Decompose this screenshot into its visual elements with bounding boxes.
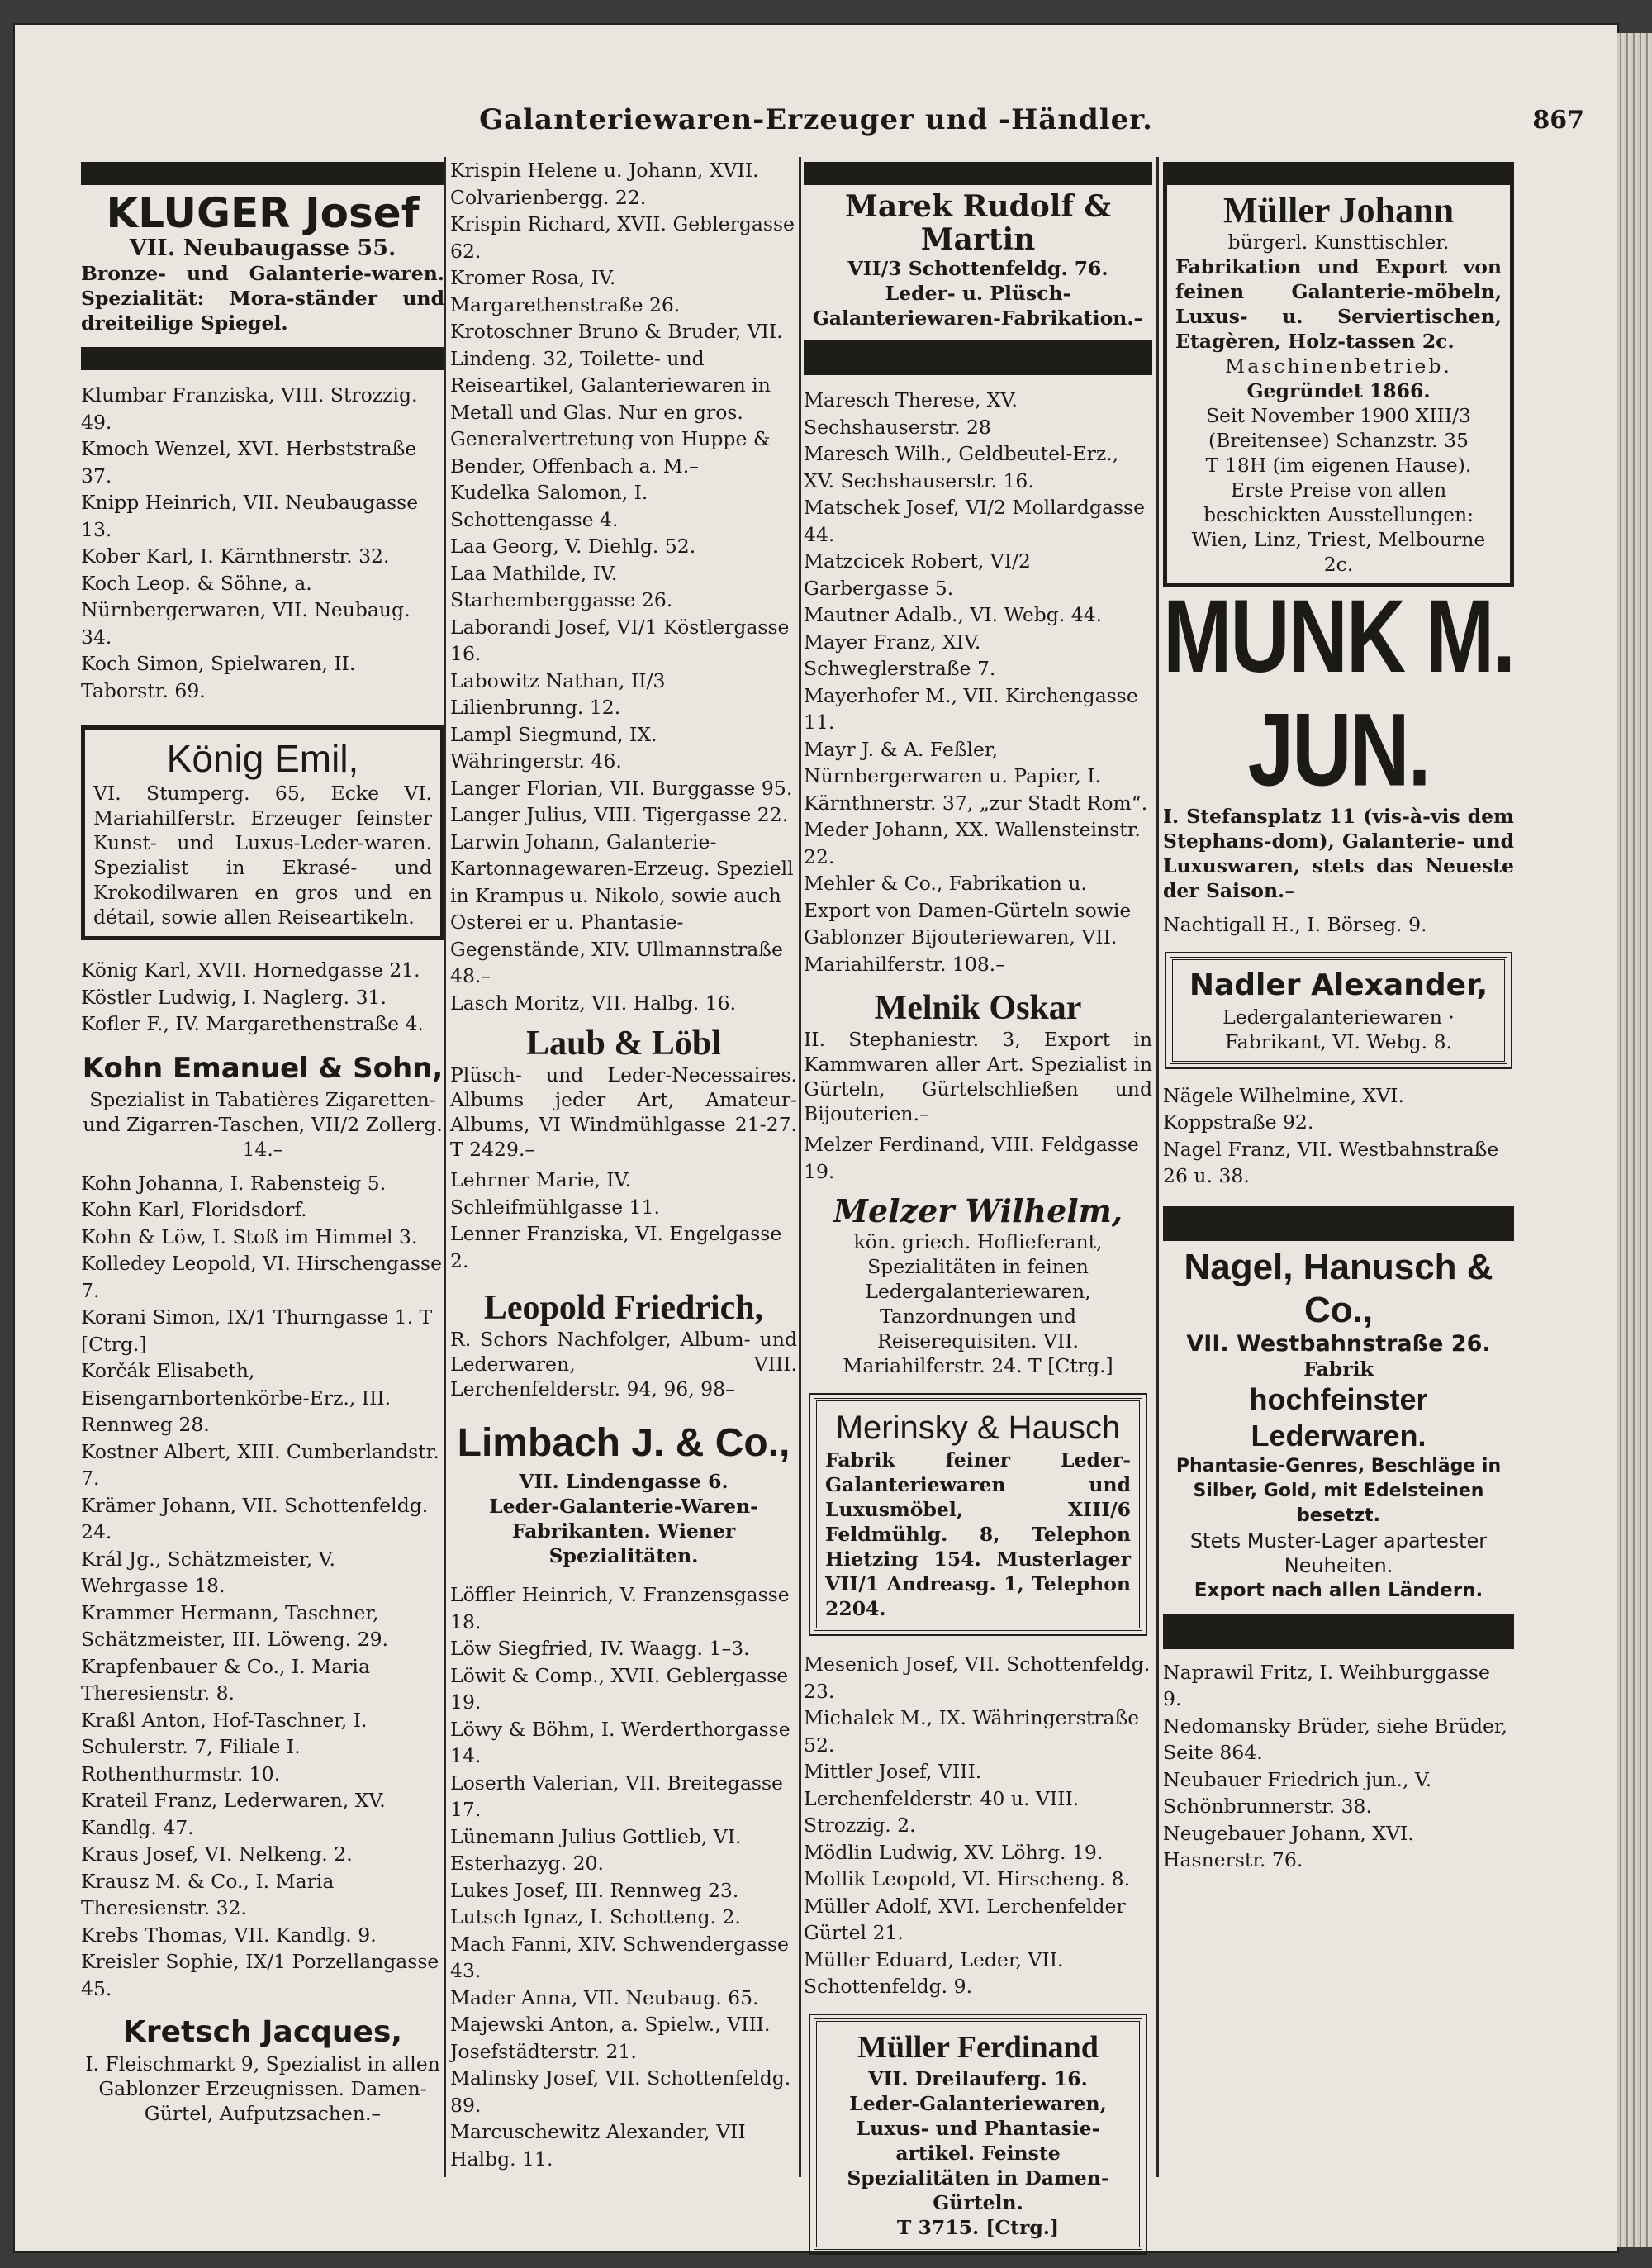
ad-name: Müller Johann	[1222, 190, 1455, 231]
list-item: König Karl, XVII. Hornedgasse 21.	[81, 958, 420, 982]
list-item: Löw Siegfried, IV. Waagg. 1–3.	[450, 1637, 750, 1660]
list-item: Krausz M. & Co., I. Maria Theresienstr. 32.	[81, 1869, 335, 1919]
ad-name: Nadler Alexander,	[1189, 968, 1488, 1002]
list-item: Nachtigall H., I. Börseg. 9.	[1163, 913, 1427, 936]
ad-since: Seit November 1900 XIII/3 (Breitensee) Schanzstr. 35	[1206, 404, 1471, 452]
list-item: Nagel Franz, VII. Westbahnstraße 26 u. 38.	[1163, 1137, 1499, 1187]
entry-list	[1163, 911, 1514, 939]
ad-name: Limbach J. & Co.,	[457, 1421, 790, 1465]
list-item: Lutsch Ignaz, I. Schotteng. 2.	[450, 1905, 741, 1928]
ad-text: II. Stephaniestr. 3, Export in Kammwaren aller Art. Spezialist in Gürteln, Gürtelschließen und Bijouterien.–	[804, 1028, 1152, 1125]
list-item: Löffler Heinrich, V. Franzensgasse 18.	[450, 1583, 790, 1633]
list-item: Löwit & Comp., XVII. Geblergasse 19.	[450, 1663, 789, 1714]
list-item: Kraus Josef, VI. Nelkeng. 2.	[81, 1842, 353, 1866]
rule-bar	[804, 162, 1152, 185]
list-item: Kohn Johanna, I. Rabensteig 5.	[81, 1171, 387, 1195]
ad-text: I. Fleischmarkt 9, Spezialist in allen Gablonzer Erzeugnissen. Damen-Gürtel, Aufputzsachen.–	[85, 2052, 440, 2125]
list-item: Mader Anna, VII. Neubaug. 65.	[450, 1985, 759, 2009]
list-item: Meder Johann, XX. Wallensteinstr. 22.	[804, 818, 1141, 868]
list-item: Matschek Josef, VI/2 Mollardgasse 44.	[804, 496, 1146, 546]
list-item: Koch Simon, Spielwaren, II. Taborstr. 69.	[81, 652, 356, 702]
ad-text: VI. Stumperg. 65, Ecke VI. Mariahilferstr. Erzeuger feinster Kunst- und Luxus-Leder-waren. Spezialist in Ekrasé- und Krokodilwaren en gros und en détail, sowie allen Reiseartikeln.	[93, 782, 432, 929]
list-item: Krotoschner Bruno & Bruder, VII. Lindeng. 32, Toilette- und Reiseartikel, Galanteriewaren in Metall und Glas. Nur en gros. Generalvertretung von Huppe & Bender, Offenbach a. M.–	[450, 320, 783, 478]
ad-melnik	[804, 989, 1152, 1126]
ad-address: VII. Lindengasse 6.	[519, 1470, 729, 1493]
list-item: Marcuschewitz Alexander, VII Halbg. 11.	[450, 2120, 746, 2171]
ad-text: Bronze- und Galanterie-waren. Spezialität: Mora-ständer und dreiteilige Spiegel.	[81, 262, 444, 335]
ad-nadler	[1170, 957, 1507, 1064]
ad-text: Leder-Galanteriewaren, Luxus- und Phantasie-artikel. Feinste Spezialitäten in Damen-Gürteln.	[847, 2091, 1109, 2214]
list-item: Korani Simon, IX/1 Thurngasse 1. T [Ctrg.]	[81, 1305, 433, 1356]
ad-founded: Gegründet 1866.	[1246, 379, 1431, 402]
list-item: Laa Mathilde, IV. Starhemberggasse 26.	[450, 561, 673, 611]
ad-export: Export nach allen Ländern.	[1194, 1579, 1483, 1601]
directory-page	[15, 25, 1617, 2251]
list-item: Maresch Wilh., Geldbeutel-Erz., XV. Sechshauserstr. 16.	[804, 442, 1119, 492]
page-header: Galanteriewaren-Erzeuger und -Händler.	[479, 103, 1153, 136]
ad-name: Marek Rudolf & Martin	[845, 189, 1111, 257]
list-item: Lampl Siegmund, IX. Währingerstr. 46.	[450, 722, 657, 773]
entry-list	[1163, 1659, 1514, 1874]
ad-leopold	[450, 1289, 797, 1401]
list-item: Müller Adolf, XVI. Lerchenfelder Gürtel 21.	[804, 1894, 1126, 1944]
ad-text: Plüsch- und Leder-Necessaires. Albums jeder Art, Amateur-Albums, VI Windmühlgasse 21-27. T 2429.–	[450, 1063, 797, 1161]
ad-melzer	[804, 1193, 1152, 1378]
ad-address: VII. Neubaugasse 55.	[129, 235, 396, 261]
list-item: Kreisler Sophie, IX/1 Porzellangasse 45.	[81, 1950, 439, 2000]
entry-list	[81, 382, 444, 704]
list-item: Lünemann Julius Gottlieb, VI. Esterhazyg. 20.	[450, 1824, 742, 1875]
list-item: Melzer Ferdinand, VIII. Feldgasse 19.	[804, 1133, 1139, 1183]
ad-phone: T 3715. [Ctrg.]	[896, 2215, 1060, 2239]
ad-text: I. Stefansplatz 11 (vis-à-vis dem Stephans-dom), Galanterie- und Luxuswaren, stets das Neueste der Saison.–	[1163, 805, 1514, 902]
entry-list	[450, 157, 797, 1016]
list-item: Krapfenbauer & Co., I. Maria Theresienstr. 8.	[81, 1654, 370, 1705]
list-item: Korčák Elisabeth, Eisengarnbortenkörbe-Erz., III. Rennweg 28.	[81, 1359, 392, 1436]
ad-text: Phantasie-Genres, Beschläge in Silber, Gold, mit Edelsteinen besetzt.	[1175, 1455, 1502, 1526]
list-item: Lasch Moritz, VII. Halbg. 16.	[450, 991, 737, 1015]
list-item: Matzcicek Robert, VI/2 Garbergasse 5.	[804, 549, 1031, 600]
list-item: Koch Leop. & Söhne, a. Nürnbergerwaren, VII. Neubaug. 34.	[81, 571, 411, 649]
list-item: Kohn Karl, Floridsdorf.	[81, 1198, 307, 1221]
list-item: Müller Eduard, Leder, VII. Schottenfeldg. 9.	[804, 1947, 1064, 1998]
list-item: Majewski Anton, a. Spielw., VIII. Josefstädterstr. 21.	[450, 2013, 771, 2063]
list-item: Labowitz Nathan, II/3 Lilienbrunng. 12.	[450, 668, 666, 719]
list-item: Mollik Leopold, VI. Hirscheng. 8.	[804, 1867, 1131, 1890]
ad-text: Fabrikation und Export von feinen Galanterie-möbeln, Luxus- u. Serviertischen, Etagèren, Holz-tassen 2c.	[1175, 255, 1502, 353]
column-1	[81, 157, 444, 2126]
list-item: Naprawil Fritz, I. Weihburggasse 9.	[1163, 1660, 1490, 1710]
rule-bar	[81, 162, 444, 185]
list-item: Neubauer Friedrich jun., V. Schönbrunnerstr. 38.	[1163, 1767, 1432, 1818]
ad-kretsch	[81, 2014, 444, 2126]
rule-bar	[1163, 1206, 1514, 1241]
entry-list	[804, 1131, 1152, 1185]
entry-list	[1163, 1082, 1514, 1190]
list-item: Kostner Albert, XIII. Cumberlandstr. 7.	[81, 1439, 439, 1490]
list-item: Kudelka Salomon, I. Schottengasse 4.	[450, 481, 648, 531]
list-item: Michalek M., IX. Währingerstraße 52.	[804, 1706, 1140, 1757]
rule-bar	[804, 340, 1152, 375]
ad-fabrik: Fabrik	[1303, 1357, 1374, 1381]
list-item: Köstler Ludwig, I. Naglerg. 31.	[81, 985, 387, 1009]
list-item: Mautner Adalb., VI. Webg. 44.	[804, 603, 1103, 626]
entry-list	[804, 387, 1152, 977]
column-4	[1163, 157, 1514, 1874]
ad-name: Laub & Löbl	[526, 1025, 721, 1063]
column-2	[450, 157, 797, 2172]
list-item: Krämer Johann, VII. Schottenfeldg. 24.	[81, 1493, 429, 1543]
ad-text: Leder-Galanterie-Waren-Fabrikanten. Wiener Spezialitäten.	[489, 1495, 758, 1567]
ad-subtitle: bürgerl. Kunsttischler.	[1227, 231, 1450, 254]
ad-address: VII/3 Schottenfeldg. 76.	[847, 257, 1108, 280]
list-item: Kofler F., IV. Margarethenstraße 4.	[81, 1012, 424, 1035]
column-3	[804, 157, 1152, 2250]
ad-munk	[1163, 578, 1514, 903]
ad-text: R. Schors Nachfolger, Album- und Lederwaren, VIII. Lerchenfelderstr. 94, 96, 98–	[450, 1328, 797, 1400]
column-divider	[1156, 157, 1159, 2177]
column-divider	[799, 157, 801, 2177]
entry-list	[804, 1651, 1152, 2000]
list-item: Mayer Franz, XIV. Schweglerstraße 7.	[804, 630, 996, 680]
entry-list	[450, 1167, 797, 1274]
ad-name: Leopold Friedrich,	[483, 1289, 764, 1327]
entry-list	[450, 1581, 797, 2172]
page-edge	[1617, 33, 1652, 2247]
ad-muster: Stets Muster-Lager apartester Neuheiten.	[1189, 1529, 1488, 1577]
ad-limbach	[450, 1418, 797, 1568]
ad-name: Nagel, Hanusch & Co.,	[1184, 1246, 1493, 1330]
ad-koenig	[81, 725, 444, 940]
ad-awards: Erste Preise von allen beschickten Ausstellungen: Wien, Linz, Triest, Melbourne 2c.	[1191, 478, 1486, 576]
ad-name: Merinsky & Hausch	[835, 1410, 1121, 1446]
list-item: Langer Florian, VII. Burggasse 95.	[450, 776, 793, 800]
list-item: Krateil Franz, Lederwaren, XV. Kandlg. 47.	[81, 1789, 386, 1839]
list-item: Laborandi Josef, VI/1 Köstlergasse 16.	[450, 615, 790, 665]
ad-text: Leder- u. Plüsch-Galanteriewaren-Fabrikation.–	[812, 282, 1144, 330]
list-item: Krammer Hermann, Taschner, Schätzmeister, III. Löweng. 29.	[81, 1600, 388, 1651]
ad-nagel-hanusch	[1163, 1246, 1514, 1603]
list-item: Lenner Franziska, VI. Engelgasse 2.	[450, 1222, 782, 1272]
list-item: Lehrner Marie, IV. Schleifmühlgasse 11.	[450, 1168, 661, 1219]
ad-kluger	[81, 190, 444, 335]
list-item: Laa Georg, V. Diehlg. 52.	[450, 535, 696, 558]
entry-list	[81, 1170, 444, 2003]
rule-bar	[81, 347, 444, 370]
ad-name: Melnik Oskar	[874, 989, 1082, 1027]
list-item: Knipp Heinrich, VII. Neubaugasse 13.	[81, 491, 419, 541]
ad-machine: Maschinenbetrieb.	[1225, 354, 1452, 378]
list-item: Mehler & Co., Fabrikation u. Export von Damen-Gürteln sowie Gablonzer Bijouteriewaren, VII. Mariahilferstr. 108.–	[804, 872, 1132, 976]
list-item: Neugebauer Johann, XVI. Hasnerstr. 76.	[1163, 1821, 1414, 1871]
list-item: Kober Karl, I. Kärnthnerstr. 32.	[81, 544, 390, 568]
ad-line: hochfeinster Lederwaren.	[1249, 1381, 1428, 1453]
list-item: Loserth Valerian, VII. Breitegasse 17.	[450, 1771, 783, 1821]
ad-text: kön. griech. Hoflieferant, Spezialitäten in feinen Ledergalanteriewaren, Tanzordnungen und Reiserequisiten. VII. Mariahilferstr. 24. T [Ctrg.]	[843, 1230, 1113, 1377]
ad-text: Spezialist in Tabatières Zigaretten- und Zigarren-Taschen, VII/2 Zollerg. 14.–	[83, 1087, 443, 1161]
ad-text: Ledergalanteriewaren · Fabrikant, VI. Webg. 8.	[1222, 1005, 1455, 1053]
list-item: Krebs Thomas, VII. Kandlg. 9.	[81, 1923, 377, 1947]
list-item: Král Jg., Schätzmeister, V. Wehrgasse 18.	[81, 1547, 335, 1597]
list-item: Nedomansky Brüder, siehe Brüder, Seite 864.	[1163, 1714, 1508, 1764]
ad-mueller-ferdinand	[814, 2018, 1142, 2250]
list-item: Krispin Helene u. Johann, XVII. Colvarienbergg. 22.	[450, 159, 759, 209]
list-item: Kolledey Leopold, VI. Hirschengasse 7.	[81, 1252, 442, 1302]
list-item: Krispin Richard, XVII. Geblergasse 62.	[450, 212, 795, 263]
list-item: Löwy & Böhm, I. Werderthorgasse 14.	[450, 1717, 790, 1767]
rule-bar	[1163, 1614, 1514, 1649]
list-item: Larwin Johann, Galanterie-Kartonnagewaren-Erzeug. Speziell in Krampus u. Nikolo, sowie auch Osterei er u. Phantasie-Gegenstände, XIV. Ullmannstraße 48.–	[450, 830, 794, 987]
list-item: Nägele Wilhelmine, XVI. Koppstraße 92.	[1163, 1083, 1404, 1134]
list-item: Mesenich Josef, VII. Schottenfeldg. 23.	[804, 1652, 1151, 1703]
ad-name: Müller Ferdinand	[857, 2029, 1099, 2065]
list-item: Mayerhofer M., VII. Kirchengasse 11.	[804, 683, 1138, 734]
ad-name: MUNK M. JUN.	[1163, 578, 1514, 808]
list-item: Mittler Josef, VIII. Lerchenfelderstr. 40 u. VIII. Strozzig. 2.	[804, 1760, 1080, 1837]
ad-text: Fabrik feiner Leder-Galanteriewaren und Luxusmöbel, XIII/6 Feldmühlg. 8, Telephon Hietzing 154. Musterlager VII/1 Andreasg. 1, Telephon 2204.	[825, 1448, 1131, 1620]
list-item: Kohn & Löw, I. Stoß im Himmel 3.	[81, 1224, 418, 1248]
ad-laub	[450, 1025, 797, 1162]
ad-name: Melzer Wilhelm,	[833, 1192, 1123, 1229]
list-item: Langer Julius, VIII. Tigergasse 22.	[450, 803, 789, 826]
ad-merinsky	[814, 1398, 1142, 1631]
list-item: Kmoch Wenzel, XVI. Herbststraße 37.	[81, 437, 417, 487]
list-item: Klumbar Franziska, VIII. Strozzig. 49.	[81, 383, 418, 434]
list-item: Kraßl Anton, Hof-Taschner, I. Schulerstr. 7, Filiale I. Rothenthurmstr. 10.	[81, 1708, 368, 1785]
ad-address: VII. Dreilauferg. 16.	[868, 2066, 1088, 2090]
list-item: Mayr J. & A. Feßler, Nürnbergerwaren u. Papier, I. Kärnthnerstr. 37, „zur Stadt Rom“.	[804, 737, 1148, 815]
list-item: Lukes Josef, III. Rennweg 23.	[450, 1878, 739, 1902]
list-item: Maresch Therese, XV. Sechshauserstr. 28	[804, 388, 1018, 439]
ad-phone: T 18H (im eigenen Hause).	[1205, 454, 1472, 477]
list-item: Mödlin Ludwig, XV. Löhrg. 19.	[804, 1840, 1104, 1864]
ad-kohn	[81, 1049, 444, 1162]
list-item: Mach Fanni, XIV. Schwendergasse 43.	[450, 1932, 789, 1982]
ad-name: Kohn Emanuel & Sohn,	[82, 1051, 444, 1085]
ad-mueller-johann	[1163, 185, 1514, 587]
ad-name: KLUGER Josef	[106, 189, 420, 237]
ad-name: Kretsch Jacques,	[122, 2015, 403, 2049]
page-number: 867	[1532, 106, 1584, 135]
ad-address: VII. Westbahnstraße 26.	[1186, 1330, 1491, 1357]
rule-bar	[1163, 162, 1514, 185]
entry-list	[81, 957, 444, 1038]
ad-name: König Emil,	[166, 737, 359, 780]
ad-marek	[804, 190, 1152, 330]
list-item: Kromer Rosa, IV. Margarethenstraße 26.	[450, 266, 681, 316]
list-item: Malinsky Josef, VII. Schottenfeldg. 89.	[450, 2066, 791, 2117]
